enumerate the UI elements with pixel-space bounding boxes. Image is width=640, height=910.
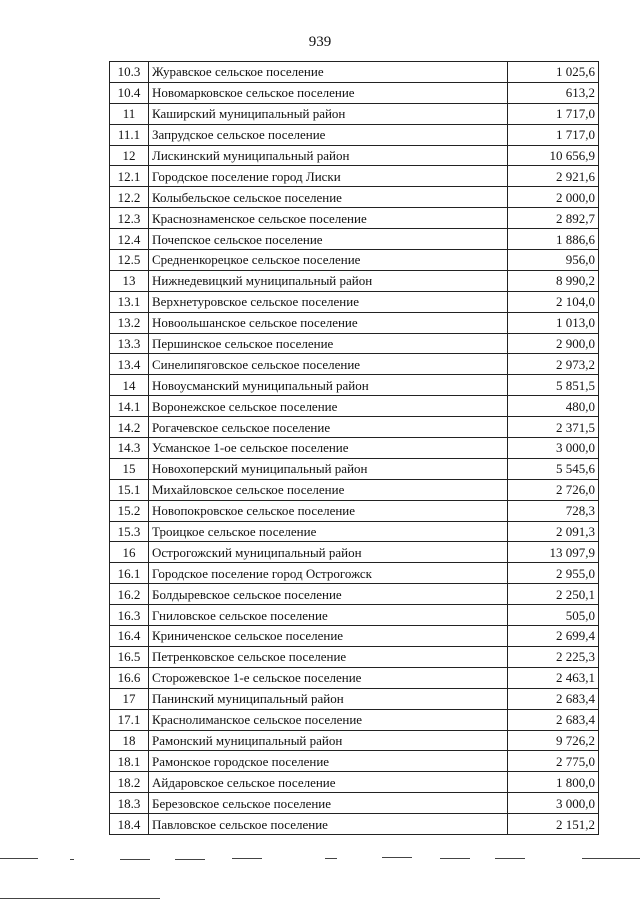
table-row: [110, 646, 599, 667]
row-number: 12.2: [110, 187, 149, 208]
table-row: [110, 542, 599, 563]
row-number: 16.6: [110, 667, 149, 688]
table-row: [110, 793, 599, 814]
row-number: 18: [110, 730, 149, 751]
row-value: 613,2: [508, 82, 599, 103]
row-value: 2 463,1: [508, 667, 599, 688]
row-number: 18.4: [110, 814, 149, 835]
row-value: 2 892,7: [508, 208, 599, 229]
scan-mark: [70, 859, 74, 860]
row-name: Каширский муниципальный район: [149, 103, 508, 124]
scan-mark: [0, 898, 160, 899]
row-name: Городское поселение город Острогожск: [149, 563, 508, 584]
row-value: 956,0: [508, 250, 599, 271]
row-value: 2 726,0: [508, 479, 599, 500]
row-number: 14.1: [110, 396, 149, 417]
table-row: [110, 814, 599, 835]
row-value: 1 717,0: [508, 124, 599, 145]
row-name: Почепское сельское поселение: [149, 229, 508, 250]
scan-mark: [440, 858, 470, 859]
row-number: 16: [110, 542, 149, 563]
row-number: 16.2: [110, 584, 149, 605]
scan-artifacts: [0, 850, 640, 910]
scan-mark: [382, 857, 412, 858]
scan-mark: [120, 859, 150, 860]
row-name: Воронежское сельское поселение: [149, 396, 508, 417]
row-number: 13: [110, 270, 149, 291]
row-value: 5 545,6: [508, 458, 599, 479]
table-row: [110, 417, 599, 438]
row-value: 9 726,2: [508, 730, 599, 751]
row-value: 1 013,0: [508, 312, 599, 333]
row-name: Острогожский муниципальный район: [149, 542, 508, 563]
table-row: [110, 250, 599, 271]
table-row: [110, 626, 599, 647]
table-row: [110, 772, 599, 793]
row-name: Верхнетуровское сельское поселение: [149, 291, 508, 312]
table-row: [110, 208, 599, 229]
scan-mark: [325, 858, 337, 859]
row-number: 11: [110, 103, 149, 124]
row-number: 15.3: [110, 521, 149, 542]
table-row: [110, 458, 599, 479]
table-row: [110, 438, 599, 459]
row-number: 13.2: [110, 312, 149, 333]
table-body: [110, 62, 599, 835]
row-value: 2 683,4: [508, 709, 599, 730]
table-row: [110, 166, 599, 187]
table-row: [110, 312, 599, 333]
row-name: Павловское сельское поселение: [149, 814, 508, 835]
row-value: 2 371,5: [508, 417, 599, 438]
table-row: [110, 688, 599, 709]
row-value: 2 699,4: [508, 626, 599, 647]
table-row: [110, 291, 599, 312]
table-row: [110, 563, 599, 584]
row-number: 13.1: [110, 291, 149, 312]
table-row: [110, 709, 599, 730]
row-value: 2 900,0: [508, 333, 599, 354]
row-value: 10 656,9: [508, 145, 599, 166]
row-name: Рамонское городское поселение: [149, 751, 508, 772]
table-row: [110, 500, 599, 521]
table-row: [110, 103, 599, 124]
row-number: 17: [110, 688, 149, 709]
row-number: 15: [110, 458, 149, 479]
table-row: [110, 667, 599, 688]
row-number: 17.1: [110, 709, 149, 730]
row-name: Новохоперский муниципальный район: [149, 458, 508, 479]
table-row: [110, 375, 599, 396]
row-name: Айдаровское сельское поселение: [149, 772, 508, 793]
row-value: 1 717,0: [508, 103, 599, 124]
row-name: Панинский муниципальный район: [149, 688, 508, 709]
table-row: [110, 124, 599, 145]
row-name: Запрудское сельское поселение: [149, 124, 508, 145]
row-value: 1 886,6: [508, 229, 599, 250]
row-number: 16.5: [110, 646, 149, 667]
table-row: [110, 333, 599, 354]
table-row: [110, 145, 599, 166]
row-number: 14: [110, 375, 149, 396]
row-name: Новомарковское сельское поселение: [149, 82, 508, 103]
row-name: Петренковское сельское поселение: [149, 646, 508, 667]
table-row: [110, 584, 599, 605]
row-value: 5 851,5: [508, 375, 599, 396]
table-row: [110, 354, 599, 375]
row-name: Новоусманский муниципальный район: [149, 375, 508, 396]
row-value: 480,0: [508, 396, 599, 417]
row-value: 3 000,0: [508, 793, 599, 814]
row-value: 1 800,0: [508, 772, 599, 793]
row-number: 18.1: [110, 751, 149, 772]
row-name: Средненкорецкое сельское поселение: [149, 250, 508, 271]
row-number: 11.1: [110, 124, 149, 145]
row-name: Рогачевское сельское поселение: [149, 417, 508, 438]
scan-mark: [175, 859, 205, 860]
row-number: 15.1: [110, 479, 149, 500]
table-row: [110, 187, 599, 208]
row-name: Першинское сельское поселение: [149, 333, 508, 354]
table-row: [110, 270, 599, 291]
row-number: 10.3: [110, 62, 149, 83]
row-name: Березовское сельское поселение: [149, 793, 508, 814]
row-number: 12.3: [110, 208, 149, 229]
scan-mark: [495, 858, 525, 859]
row-number: 13.4: [110, 354, 149, 375]
table-row: [110, 479, 599, 500]
row-value: 2 000,0: [508, 187, 599, 208]
row-number: 16.1: [110, 563, 149, 584]
row-value: 2 921,6: [508, 166, 599, 187]
row-value: 3 000,0: [508, 438, 599, 459]
table-row: [110, 396, 599, 417]
table-row: [110, 229, 599, 250]
table-row: [110, 730, 599, 751]
table-row: [110, 82, 599, 103]
scan-mark: [582, 858, 640, 859]
row-value: 2 091,3: [508, 521, 599, 542]
row-value: 13 097,9: [508, 542, 599, 563]
table-row: [110, 62, 599, 83]
row-number: 18.2: [110, 772, 149, 793]
row-value: 728,3: [508, 500, 599, 521]
row-value: 2 225,3: [508, 646, 599, 667]
row-name: Гниловское сельское поселение: [149, 605, 508, 626]
row-number: 16.4: [110, 626, 149, 647]
row-name: Криниченское сельское поселение: [149, 626, 508, 647]
row-number: 12.5: [110, 250, 149, 271]
table-row: [110, 521, 599, 542]
row-number: 15.2: [110, 500, 149, 521]
row-value: 8 990,2: [508, 270, 599, 291]
row-value: 2 955,0: [508, 563, 599, 584]
row-value: 2 775,0: [508, 751, 599, 772]
row-name: Сторожевское 1-е сельское поселение: [149, 667, 508, 688]
scan-mark: [232, 858, 262, 859]
row-name: Михайловское сельское поселение: [149, 479, 508, 500]
row-value: 2 683,4: [508, 688, 599, 709]
row-name: Нижнедевицкий муниципальный район: [149, 270, 508, 291]
row-number: 18.3: [110, 793, 149, 814]
page-number: 939: [308, 34, 332, 50]
row-name: Лискинский муниципальный район: [149, 145, 508, 166]
row-number: 14.3: [110, 438, 149, 459]
row-value: 1 025,6: [508, 62, 599, 83]
row-name: Городское поселение город Лиски: [149, 166, 508, 187]
row-number: 16.3: [110, 605, 149, 626]
row-name: Троицкое сельское поселение: [149, 521, 508, 542]
scan-mark: [0, 858, 38, 859]
row-number: 14.2: [110, 417, 149, 438]
row-value: 505,0: [508, 605, 599, 626]
table-row: [110, 605, 599, 626]
row-name: Новоольшанское сельское поселение: [149, 312, 508, 333]
row-number: 12.1: [110, 166, 149, 187]
row-number: 12: [110, 145, 149, 166]
row-name: Болдыревское сельское поселение: [149, 584, 508, 605]
row-number: 13.3: [110, 333, 149, 354]
row-name: Краснознаменское сельское поселение: [149, 208, 508, 229]
row-number: 12.4: [110, 229, 149, 250]
row-value: 2 250,1: [508, 584, 599, 605]
row-name: Новопокровское сельское поселение: [149, 500, 508, 521]
row-number: 10.4: [110, 82, 149, 103]
row-value: 2 104,0: [508, 291, 599, 312]
row-name: Журавское сельское поселение: [149, 62, 508, 83]
table-row: [110, 751, 599, 772]
budget-table: [109, 61, 599, 835]
row-name: Колыбельское сельское поселение: [149, 187, 508, 208]
row-name: Рамонский муниципальный район: [149, 730, 508, 751]
row-name: Краснолиманское сельское поселение: [149, 709, 508, 730]
row-name: Синелипяговское сельское поселение: [149, 354, 508, 375]
row-value: 2 151,2: [508, 814, 599, 835]
row-value: 2 973,2: [508, 354, 599, 375]
row-name: Усманское 1-ое сельское поселение: [149, 438, 508, 459]
